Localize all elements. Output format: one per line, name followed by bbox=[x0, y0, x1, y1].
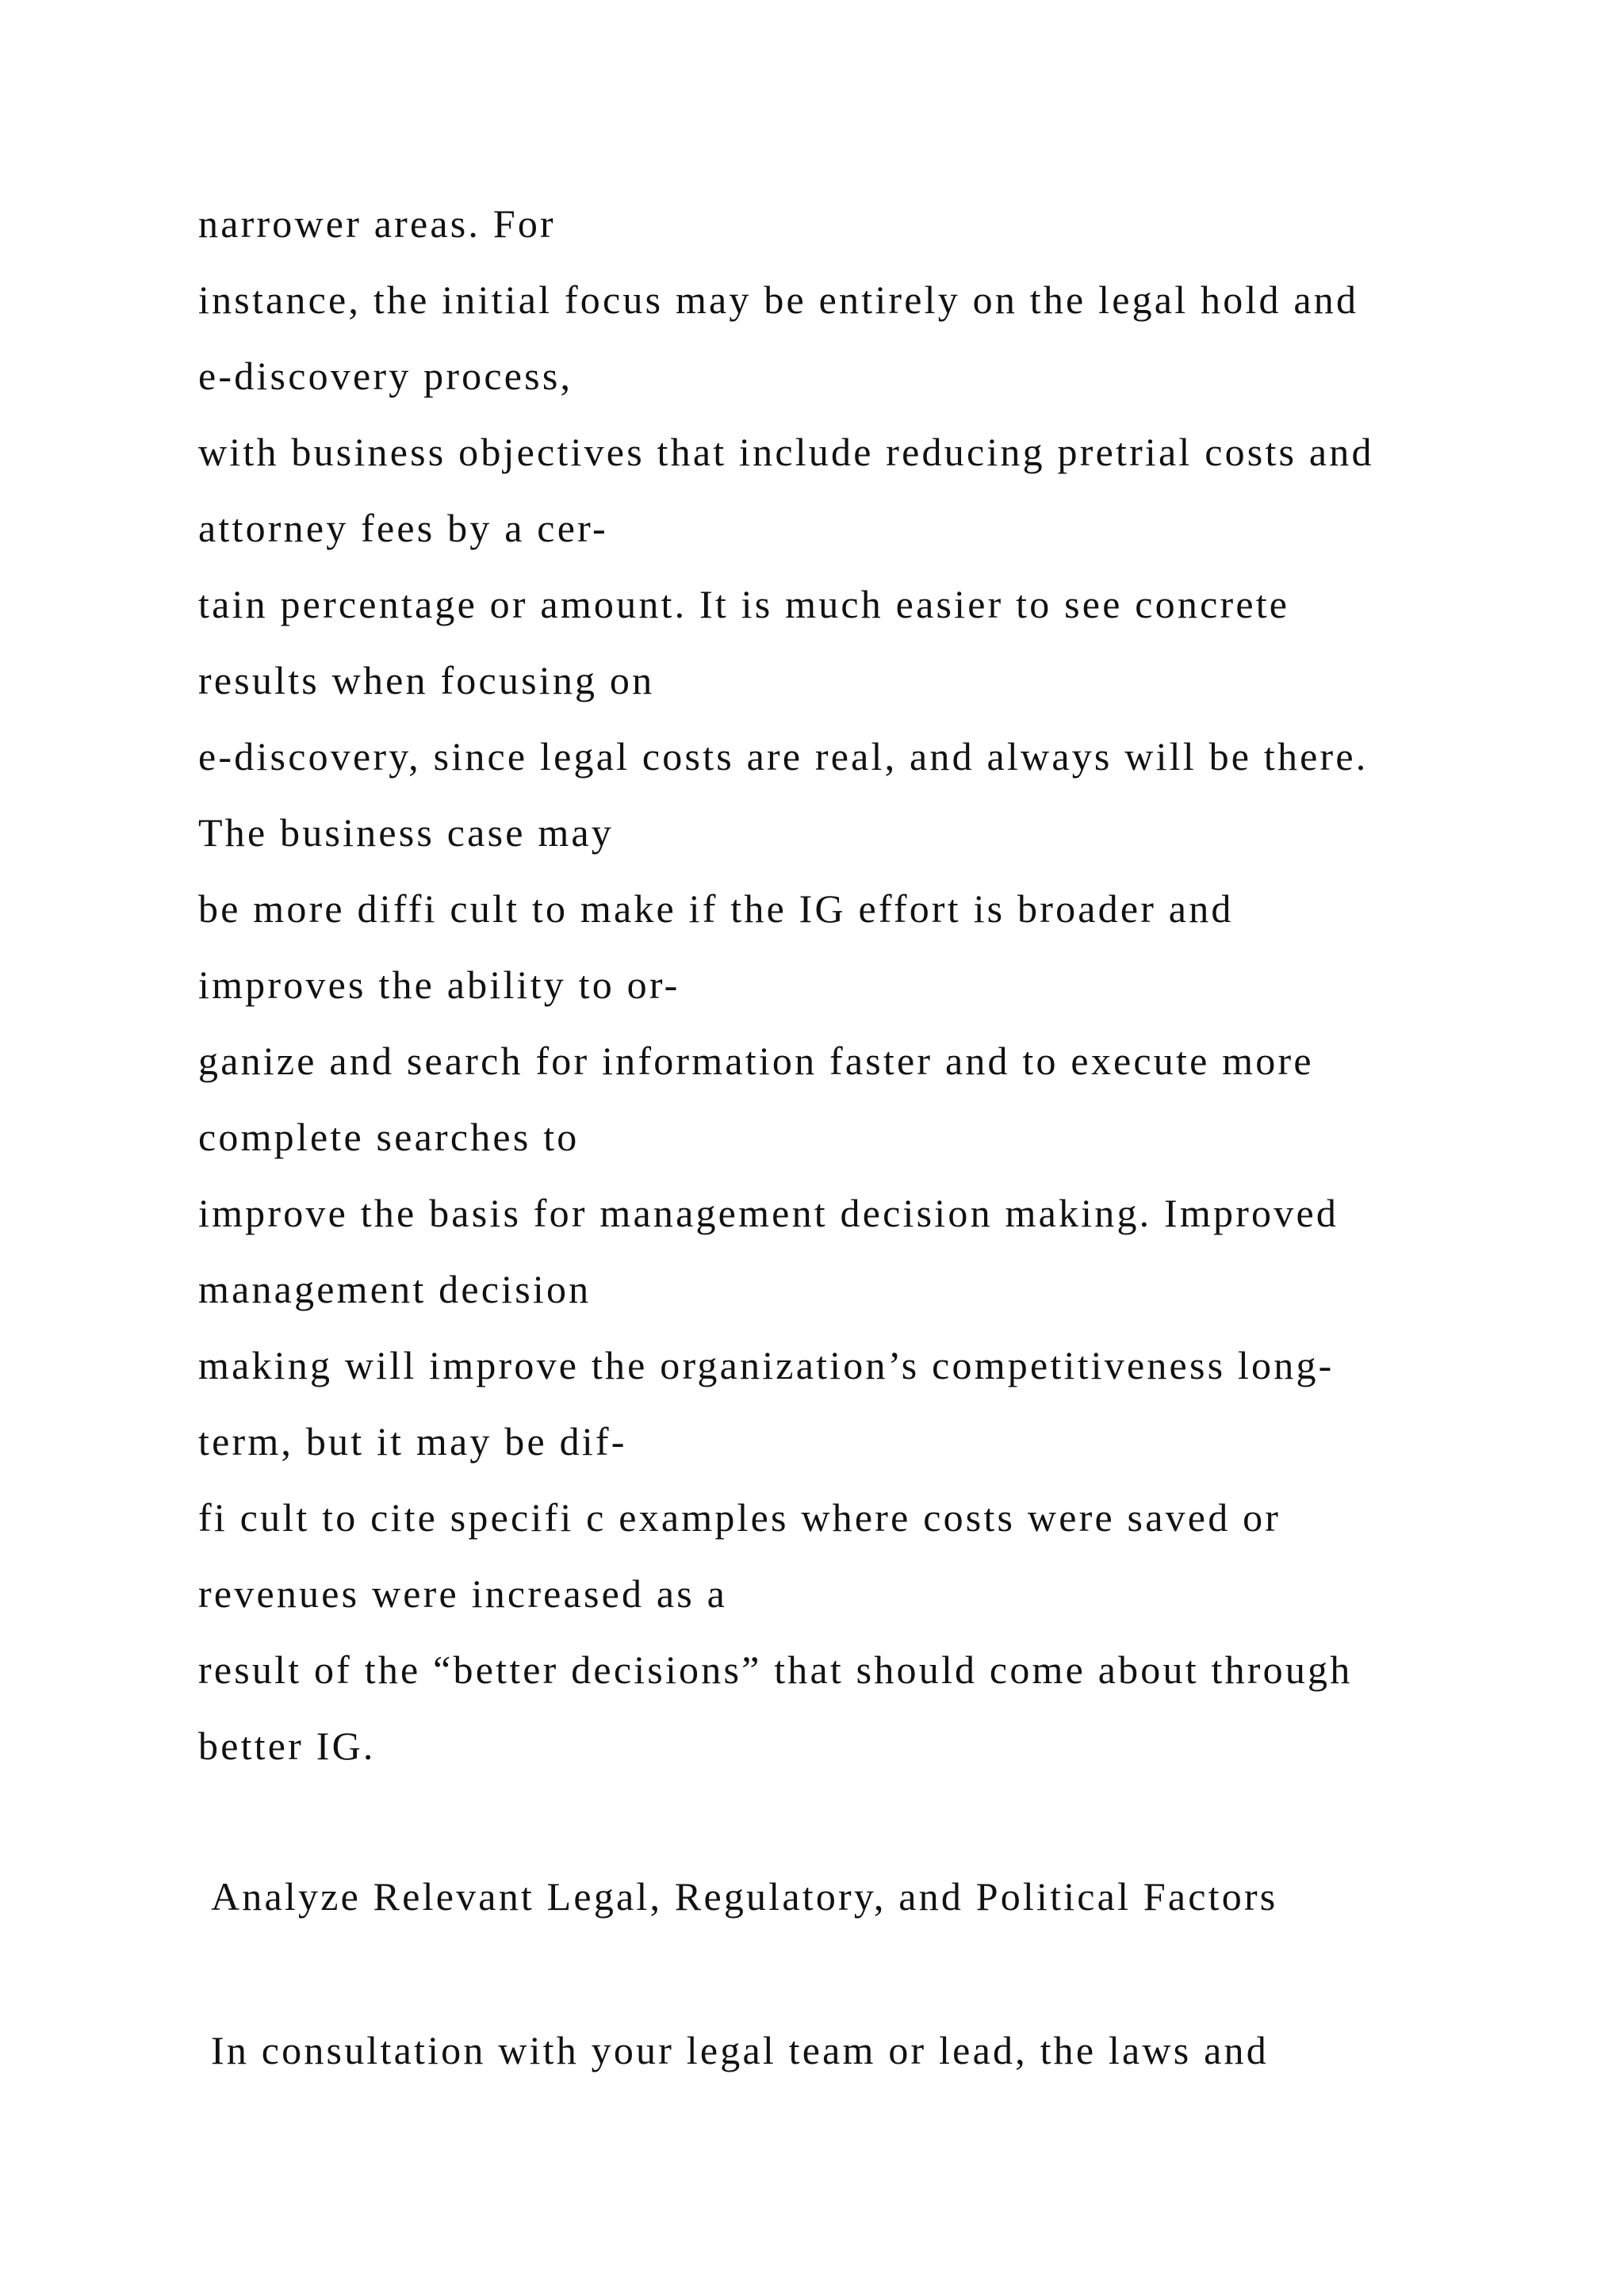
text-line: result of the “better decisions” that should come about through bbox=[198, 1647, 1353, 1692]
text-line: improve the basis for management decision making. Improved bbox=[198, 1191, 1339, 1235]
text-line: instance, the initial focus may be entirely on the legal hold and bbox=[198, 277, 1359, 322]
text-line: ganize and search for information faster and to execute more bbox=[198, 1039, 1314, 1083]
text-line: e-discovery, since legal costs are real, and always will be there. bbox=[198, 734, 1369, 779]
text-line: revenues were increased as a bbox=[198, 1571, 728, 1616]
text-line: results when focusing on bbox=[198, 658, 655, 702]
text-line: management decision bbox=[198, 1267, 592, 1311]
text-line: better IG. bbox=[198, 1724, 376, 1768]
text-line: with business objectives that include reducing pretrial costs and bbox=[198, 430, 1374, 474]
text-line: The business case may bbox=[198, 810, 615, 855]
text-line: term, but it may be dif- bbox=[198, 1419, 627, 1464]
text-line: e-discovery process, bbox=[198, 354, 573, 398]
text-line: tain percentage or amount. It is much easier to see concrete bbox=[198, 582, 1290, 626]
text-line: complete searches to bbox=[198, 1115, 580, 1159]
text-line: improves the ability to or- bbox=[198, 962, 680, 1007]
section-heading: Analyze Relevant Legal, Regulatory, and Political Factors bbox=[211, 1874, 1278, 1919]
text-line: narrower areas. For bbox=[198, 201, 556, 246]
text-line: be more diffi cult to make if the IG effort is broader and bbox=[198, 886, 1234, 931]
text-line: attorney fees by a cer- bbox=[198, 506, 608, 550]
text-line: fi cult to cite specifi c examples where costs were saved or bbox=[198, 1495, 1281, 1540]
text-line: making will improve the organization’s competitiveness long- bbox=[198, 1343, 1335, 1387]
paragraph-start: In consultation with your legal team or lead, the laws and bbox=[211, 2028, 1269, 2072]
